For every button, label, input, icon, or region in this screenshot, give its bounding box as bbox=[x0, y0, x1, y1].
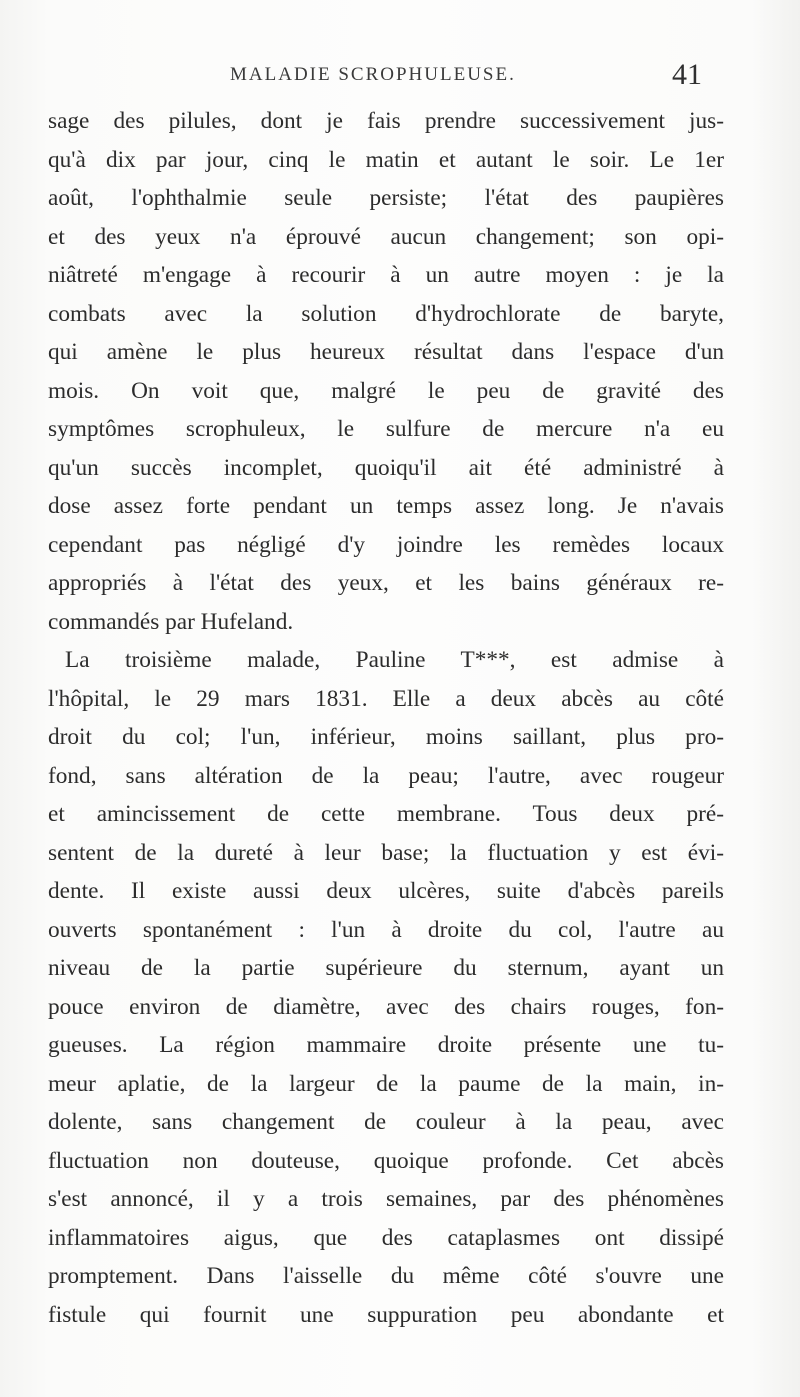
text-line: meur aplatie, de la largeur de la paume de la main, in- bbox=[48, 1070, 724, 1097]
text-line: dolente, sans changement de couleur à la peau, avec bbox=[48, 1109, 724, 1135]
text-line: dente. Il existe aussi deux ulcères, suite d'abcès pareils bbox=[48, 878, 724, 904]
paragraph-first-line: La troisième malade, Pauline T***, est admise à bbox=[65, 647, 724, 673]
text-line: et des yeux n'a éprouvé aucun changement; son opi- bbox=[48, 223, 724, 250]
text-line: l'hôpital, le 29 mars 1831. Elle a deux abcès au côté bbox=[48, 685, 724, 712]
text-line: fluctuation non douteuse, quoique profonde. Cet abcès bbox=[48, 1147, 724, 1174]
text-line: promptement. Dans l'aisselle du même côté s'ouvre une bbox=[48, 1263, 724, 1289]
text-line: qu'un succès incomplet, quoiqu'il ait été administré à bbox=[48, 454, 724, 481]
text-line: dose assez forte pendant un temps assez long. Je n'avais bbox=[48, 493, 724, 519]
text-line: qu'à dix par jour, cinq le matin et autant le soir. Le 1er bbox=[48, 146, 724, 173]
text-line: appropriés à l'état des yeux, et les bains généraux re- bbox=[48, 570, 724, 596]
page-header bbox=[0, 58, 800, 94]
text-line: pouce environ de diamètre, avec des chairs rouges, fon- bbox=[48, 993, 724, 1020]
body-text bbox=[48, 102, 724, 1334]
text-line: qui amène le plus heureux résultat dans l'espace d'un bbox=[48, 339, 724, 365]
text-line: niveau de la partie supérieure du sternum, ayant un bbox=[48, 955, 724, 981]
text-line: droit du col; l'un, inférieur, moins saillant, plus pro- bbox=[48, 724, 724, 750]
text-line: inflammatoires aigus, que des cataplasmes ont dissipé bbox=[48, 1224, 724, 1251]
text-line: fond, sans altération de la peau; l'autre, avec rougeur bbox=[48, 762, 724, 789]
text-line: cependant pas négligé d'y joindre les remèdes locaux bbox=[48, 531, 724, 558]
text-line: symptômes scrophuleux, le sulfure de mercure n'a eu bbox=[48, 416, 724, 442]
text-line: gueuses. La région mammaire droite présente une tu- bbox=[48, 1032, 724, 1058]
text-line: niâtreté m'engage à recourir à un autre moyen : je la bbox=[48, 262, 724, 288]
paragraph-last-line: commandés par Hufeland. bbox=[48, 608, 294, 635]
text-line: août, l'ophthalmie seule persiste; l'état des paupières bbox=[48, 185, 724, 211]
text-line: mois. On voit que, malgré le peu de gravité des bbox=[48, 377, 724, 404]
running-title: MALADIE SCROPHULEUSE. bbox=[230, 64, 516, 85]
page-number: 41 bbox=[672, 58, 702, 91]
text-line: combats avec la solution d'hydrochlorate de baryte, bbox=[48, 300, 724, 327]
text-line: fistule qui fournit une suppuration peu abondante et bbox=[48, 1301, 724, 1328]
text-line: et amincissement de cette membrane. Tous deux pré- bbox=[48, 801, 724, 827]
text-line: sage des pilules, dont je fais prendre successivement jus- bbox=[48, 108, 724, 134]
text-line: sentent de la dureté à leur base; la fluctuation y est évi- bbox=[48, 839, 724, 866]
text-line: ouverts spontanément : l'un à droite du col, l'autre au bbox=[48, 916, 724, 943]
text-line: s'est annoncé, il y a trois semaines, par des phénomènes bbox=[48, 1186, 724, 1212]
